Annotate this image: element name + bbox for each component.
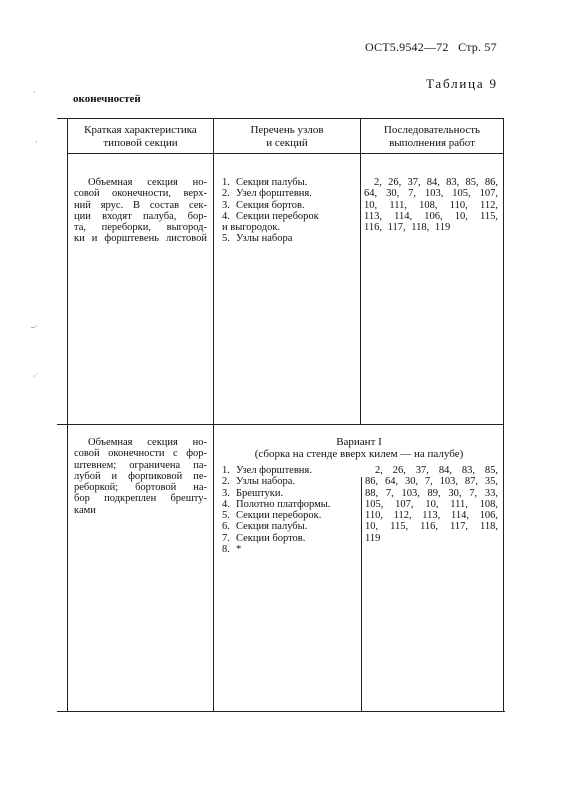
item-text: Секции переборок. xyxy=(236,510,322,522)
column-header-line: Последовательность xyxy=(383,124,481,136)
row-1-units xyxy=(222,177,356,245)
header-separator xyxy=(67,153,504,154)
table-bottom-border xyxy=(57,711,505,712)
list-item xyxy=(222,499,358,510)
row-2-units xyxy=(222,465,358,555)
sequence-line: 110, 112, 113, 114, 106, xyxy=(365,510,498,522)
text-line: реборкой; бортовой на- xyxy=(74,482,207,494)
text-line: ний ярус. В состав сек- xyxy=(74,199,207,211)
list-item xyxy=(222,510,358,521)
sequence-line: 119 xyxy=(365,532,381,544)
column-border-2 xyxy=(360,118,361,424)
row-2-description xyxy=(74,437,207,516)
column-header-line: выполнения работ xyxy=(389,137,475,149)
column-border-2-lower xyxy=(361,477,362,711)
list-item xyxy=(222,211,356,222)
item-text: * xyxy=(236,544,242,556)
text-line: штевнем; ограничена па- xyxy=(74,459,207,471)
item-number: 7. xyxy=(222,532,230,544)
sequence-line: 2, 26, 37, 84, 83, 85, 86, xyxy=(374,177,498,188)
text-line: совой оконечности с фор- xyxy=(74,448,207,460)
column-header-line: типовой секции xyxy=(103,137,178,149)
item-text: Узлы набора xyxy=(236,233,293,245)
item-text: Полотно платформы. xyxy=(236,498,331,510)
item-number: 4. xyxy=(222,498,230,510)
item-number: 8. xyxy=(222,544,230,556)
text-line: та, переборки, выгород- xyxy=(74,222,207,234)
scan-mark: –· xyxy=(31,322,38,331)
item-number: 1. xyxy=(222,465,230,476)
list-item xyxy=(222,488,358,499)
row-1-sequence xyxy=(364,177,498,233)
item-number: 3. xyxy=(222,199,230,211)
list-item xyxy=(222,233,356,244)
column-header-units xyxy=(214,124,360,150)
column-border-1 xyxy=(213,118,214,711)
sequence-line: 64, 30, 7, 103, 105, 107, xyxy=(364,188,498,200)
column-header-line: Перечень узлов xyxy=(250,124,324,136)
list-item xyxy=(222,188,356,199)
list-item xyxy=(222,177,356,188)
text-line: бор подкреплен брешту- xyxy=(74,493,207,505)
list-item xyxy=(222,533,358,544)
column-border-right xyxy=(503,118,504,711)
text-line: Объемная секция но- xyxy=(88,177,207,188)
item-text: Брештуки. xyxy=(236,487,284,499)
list-item xyxy=(222,222,356,233)
list-item xyxy=(222,521,358,532)
scan-mark: · xyxy=(33,88,36,97)
column-header-line: и секций xyxy=(266,137,308,149)
column-header-characteristic xyxy=(68,124,213,150)
item-number: 5. xyxy=(222,510,230,522)
item-number: 1. xyxy=(222,177,230,188)
sequence-line: 10, 115, 116, 117, 118, xyxy=(365,521,498,533)
column-header-line: Краткая характеристика xyxy=(84,124,197,136)
scan-mark: · xyxy=(35,138,38,147)
sequence-line: 116, 117, 118, 119 xyxy=(364,222,451,234)
list-item xyxy=(222,465,358,476)
list-item xyxy=(222,476,358,487)
sequence-line: 2, 26, 37, 84, 83, 85, xyxy=(375,465,498,476)
item-text: Узлы набора. xyxy=(236,476,295,488)
text-line: Объемная секция но- xyxy=(88,437,207,448)
item-number: 2. xyxy=(222,476,230,488)
sequence-line: 105, 107, 10, 111, 108, xyxy=(365,498,498,510)
variant-title: Вариант I xyxy=(336,436,382,448)
list-item xyxy=(222,200,356,211)
row-2-sequence xyxy=(365,465,498,544)
scan-mark: ·˙ xyxy=(33,372,39,381)
sequence-line: 88, 7, 103, 89, 30, 7, 33, xyxy=(365,487,498,499)
table-caption: оконечностей xyxy=(73,93,141,105)
text-line: лубой и форпиковой пе- xyxy=(74,470,207,482)
item-text: и выгородок. xyxy=(222,222,281,234)
document-code: ОСТ5.9542—72 xyxy=(365,40,449,54)
sequence-line: 10, 111, 108, 110, 112, xyxy=(364,199,498,211)
variant-note: (сборка на стенде вверх килем — на палубе) xyxy=(254,448,464,460)
table-label: Таблица 9 xyxy=(426,76,498,91)
item-text: Секция палубы. xyxy=(236,177,308,188)
text-line: совой оконечности, верх- xyxy=(74,188,207,200)
text-line: ции входят палуба, бор- xyxy=(74,210,207,222)
item-number: 2. xyxy=(222,188,230,200)
column-border-left xyxy=(67,118,68,711)
row-1-description xyxy=(74,177,207,245)
page-number: Стр. 57 xyxy=(458,40,497,54)
row-separator xyxy=(57,424,504,425)
item-number: 3. xyxy=(222,487,230,499)
item-text: Секция палубы. xyxy=(236,521,308,533)
item-text: Узел форштевня. xyxy=(236,465,312,476)
item-number: 4. xyxy=(222,210,230,222)
item-text: Секции бортов. xyxy=(236,532,306,544)
text-line: ки и форштевень листовой xyxy=(74,233,207,245)
sequence-line: 113, 114, 106, 10, 115, xyxy=(364,210,498,222)
table-top-border xyxy=(57,118,503,119)
document-code-and-page xyxy=(365,40,497,55)
item-number: 6. xyxy=(222,521,230,533)
item-text: Секция бортов. xyxy=(236,199,305,211)
item-text: Узел форштевня. xyxy=(236,188,312,200)
text-line: ками xyxy=(74,504,96,516)
list-item xyxy=(222,544,358,555)
item-text: Секции переборок xyxy=(236,210,319,222)
item-number: 5. xyxy=(222,233,230,245)
sequence-line: 86, 64, 30, 7, 103, 87, 35, xyxy=(365,476,498,488)
column-header-sequence xyxy=(361,124,503,150)
